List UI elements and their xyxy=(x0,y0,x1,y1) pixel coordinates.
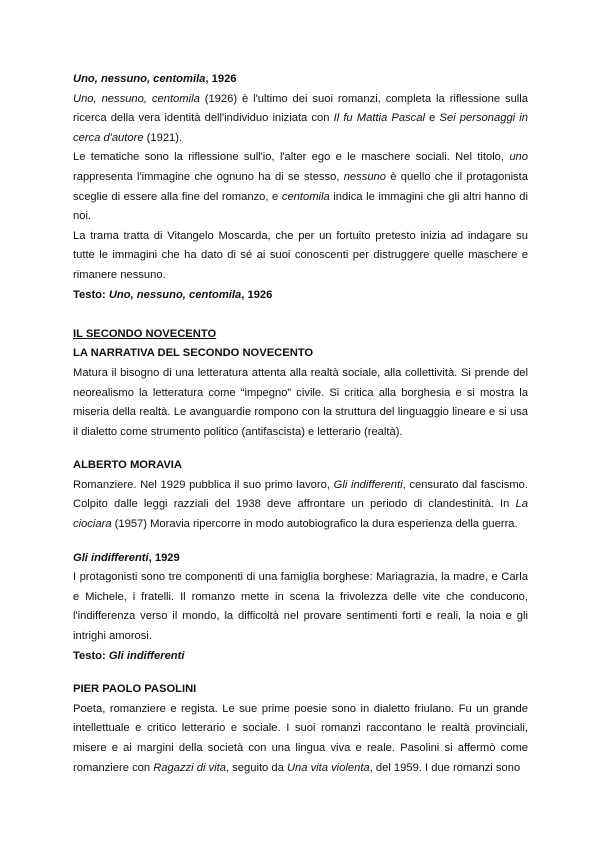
section-title-secondo-novecento: IL SECONDO NOVECENTO xyxy=(73,327,217,340)
text-run: indica le immagini che gli altri hanno di noi. xyxy=(73,190,528,223)
paragraph-gli-indifferenti: I protagonisti sono tre componenti di una famiglia borghese: Mariagrazia, la madre, e Carla e Michele, i fratelli. Il romanzo mette in scena la frivolezza delle vite che conducono, l'indifferenza verso il mondo, la difficoltà nel provare sentimenti forti e reali, la noia e gli intrighi amorosi. xyxy=(73,571,528,643)
title-italic: Gli indifferenti xyxy=(73,551,149,564)
italic-term: centomila xyxy=(281,190,330,203)
paragraph-narrativa: Matura il bisogno di una letteratura attenta alla realtà sociale, alla collettività. Si prende del neorealismo la letteratura come “impegno” civile. Si critica alla borghesia e si mostra la miseria della realtà. Le avanguardie rompono con la struttura del linguaggio lineare e si usa il dialetto come strumento politico (antifascista) e letterario (realtà). xyxy=(73,366,528,438)
italic-work-title: Gli indifferenti xyxy=(333,478,403,491)
text-run: Poeta, romanziere e regista. Le sue prime poesie sono in dialetto friulano. Fu un grande intellettuale e critico letterario e sociale. I suoi romanzi raccontano le realtà provinciali, misere e ai margini della società con una lingua viva e reale. Pasolini si affermò come romanziere con xyxy=(73,702,528,774)
paragraph-pasolini xyxy=(73,700,528,778)
text-run: , del 1959. I due romanzi sono xyxy=(369,761,521,774)
heading-pier-paolo-pasolini: PIER PAOLO PASOLINI xyxy=(73,683,197,696)
italic-work-title: Ragazzi di vita xyxy=(153,761,226,774)
text-run: (1921). xyxy=(143,131,183,144)
text-run: Le tematiche sono la riflessione sull'io, l'alter ego e le maschere sociali. Nel titolo, xyxy=(73,151,510,164)
italic-work-title: Uno, nessuno, centomila xyxy=(73,92,200,105)
title-year: , 1926 xyxy=(205,73,237,85)
testo-year: , 1926 xyxy=(241,288,273,301)
paragraph-moravia xyxy=(73,476,528,535)
italic-work-title: Il fu Mattia Pascal xyxy=(333,112,425,125)
testo-title: Uno, nessuno, centomila xyxy=(108,288,242,301)
text-run: Romanziere. Nel 1929 pubblica il suo primo lavoro, xyxy=(73,478,334,491)
testo-label: Testo: xyxy=(73,288,109,301)
italic-term: nessuno xyxy=(343,170,387,183)
title-italic: Uno, nessuno, centomila xyxy=(73,73,206,85)
text-run: è quello che il protagonista sceglie di essere alla fine del romanzo, e xyxy=(73,170,528,203)
spacer xyxy=(73,535,528,549)
testo-label: Testo: xyxy=(73,649,109,662)
section-title-uno-nessuno xyxy=(73,70,528,90)
page-content xyxy=(73,70,528,778)
paragraph-uno-nessuno-intro xyxy=(73,90,528,149)
text-run: e xyxy=(424,112,440,125)
text-run: (1957) Moravia ripercorre in modo autobiografico la dura esperienza della guerra. xyxy=(111,518,518,531)
italic-work-title: Sei personaggi in cerca d'autore xyxy=(73,112,528,144)
paragraph-uno-nessuno-plot: La trama tratta di Vitangelo Moscarda, che per un fortuito pretesto inizia ad indagare su tutte le immagini che ha dato di sé ai suoi conoscenti per distruggere quelle maschere e rimanere nessuno. xyxy=(73,229,528,281)
testo-reference-uno-nessuno xyxy=(73,286,528,306)
section-title-gli-indifferenti xyxy=(73,549,528,569)
italic-work-title: La ciociara xyxy=(73,498,528,531)
paragraph-uno-nessuno-themes xyxy=(73,148,528,226)
testo-title: Gli indifferenti xyxy=(108,649,185,662)
spacer xyxy=(73,442,528,456)
text-run: rappresenta l'immagine che ognuno ha di se stesso, xyxy=(73,170,344,183)
text-run: (1926) è l'ultimo dei suoi romanzi, completa la riflessione sulla ricerca della vera identità dell'individuo iniziata con xyxy=(73,92,528,125)
spacer xyxy=(73,666,528,680)
spacer xyxy=(73,305,528,325)
title-year: , 1929 xyxy=(148,551,180,564)
italic-term: uno xyxy=(509,151,528,164)
subtitle-narrativa: LA NARRATIVA DEL SECONDO NOVECENTO xyxy=(73,347,314,360)
italic-work-title: Una vita violenta xyxy=(286,761,370,774)
text-run: , censurato dal fascismo. Colpito dalle leggi razziali del 1938 deve affrontare un periodo di clandestinità. In xyxy=(73,478,528,511)
heading-alberto-moravia: ALBERTO MORAVIA xyxy=(73,459,182,472)
testo-reference-gli-indifferenti xyxy=(73,647,528,667)
text-run: , seguito da xyxy=(225,761,287,774)
